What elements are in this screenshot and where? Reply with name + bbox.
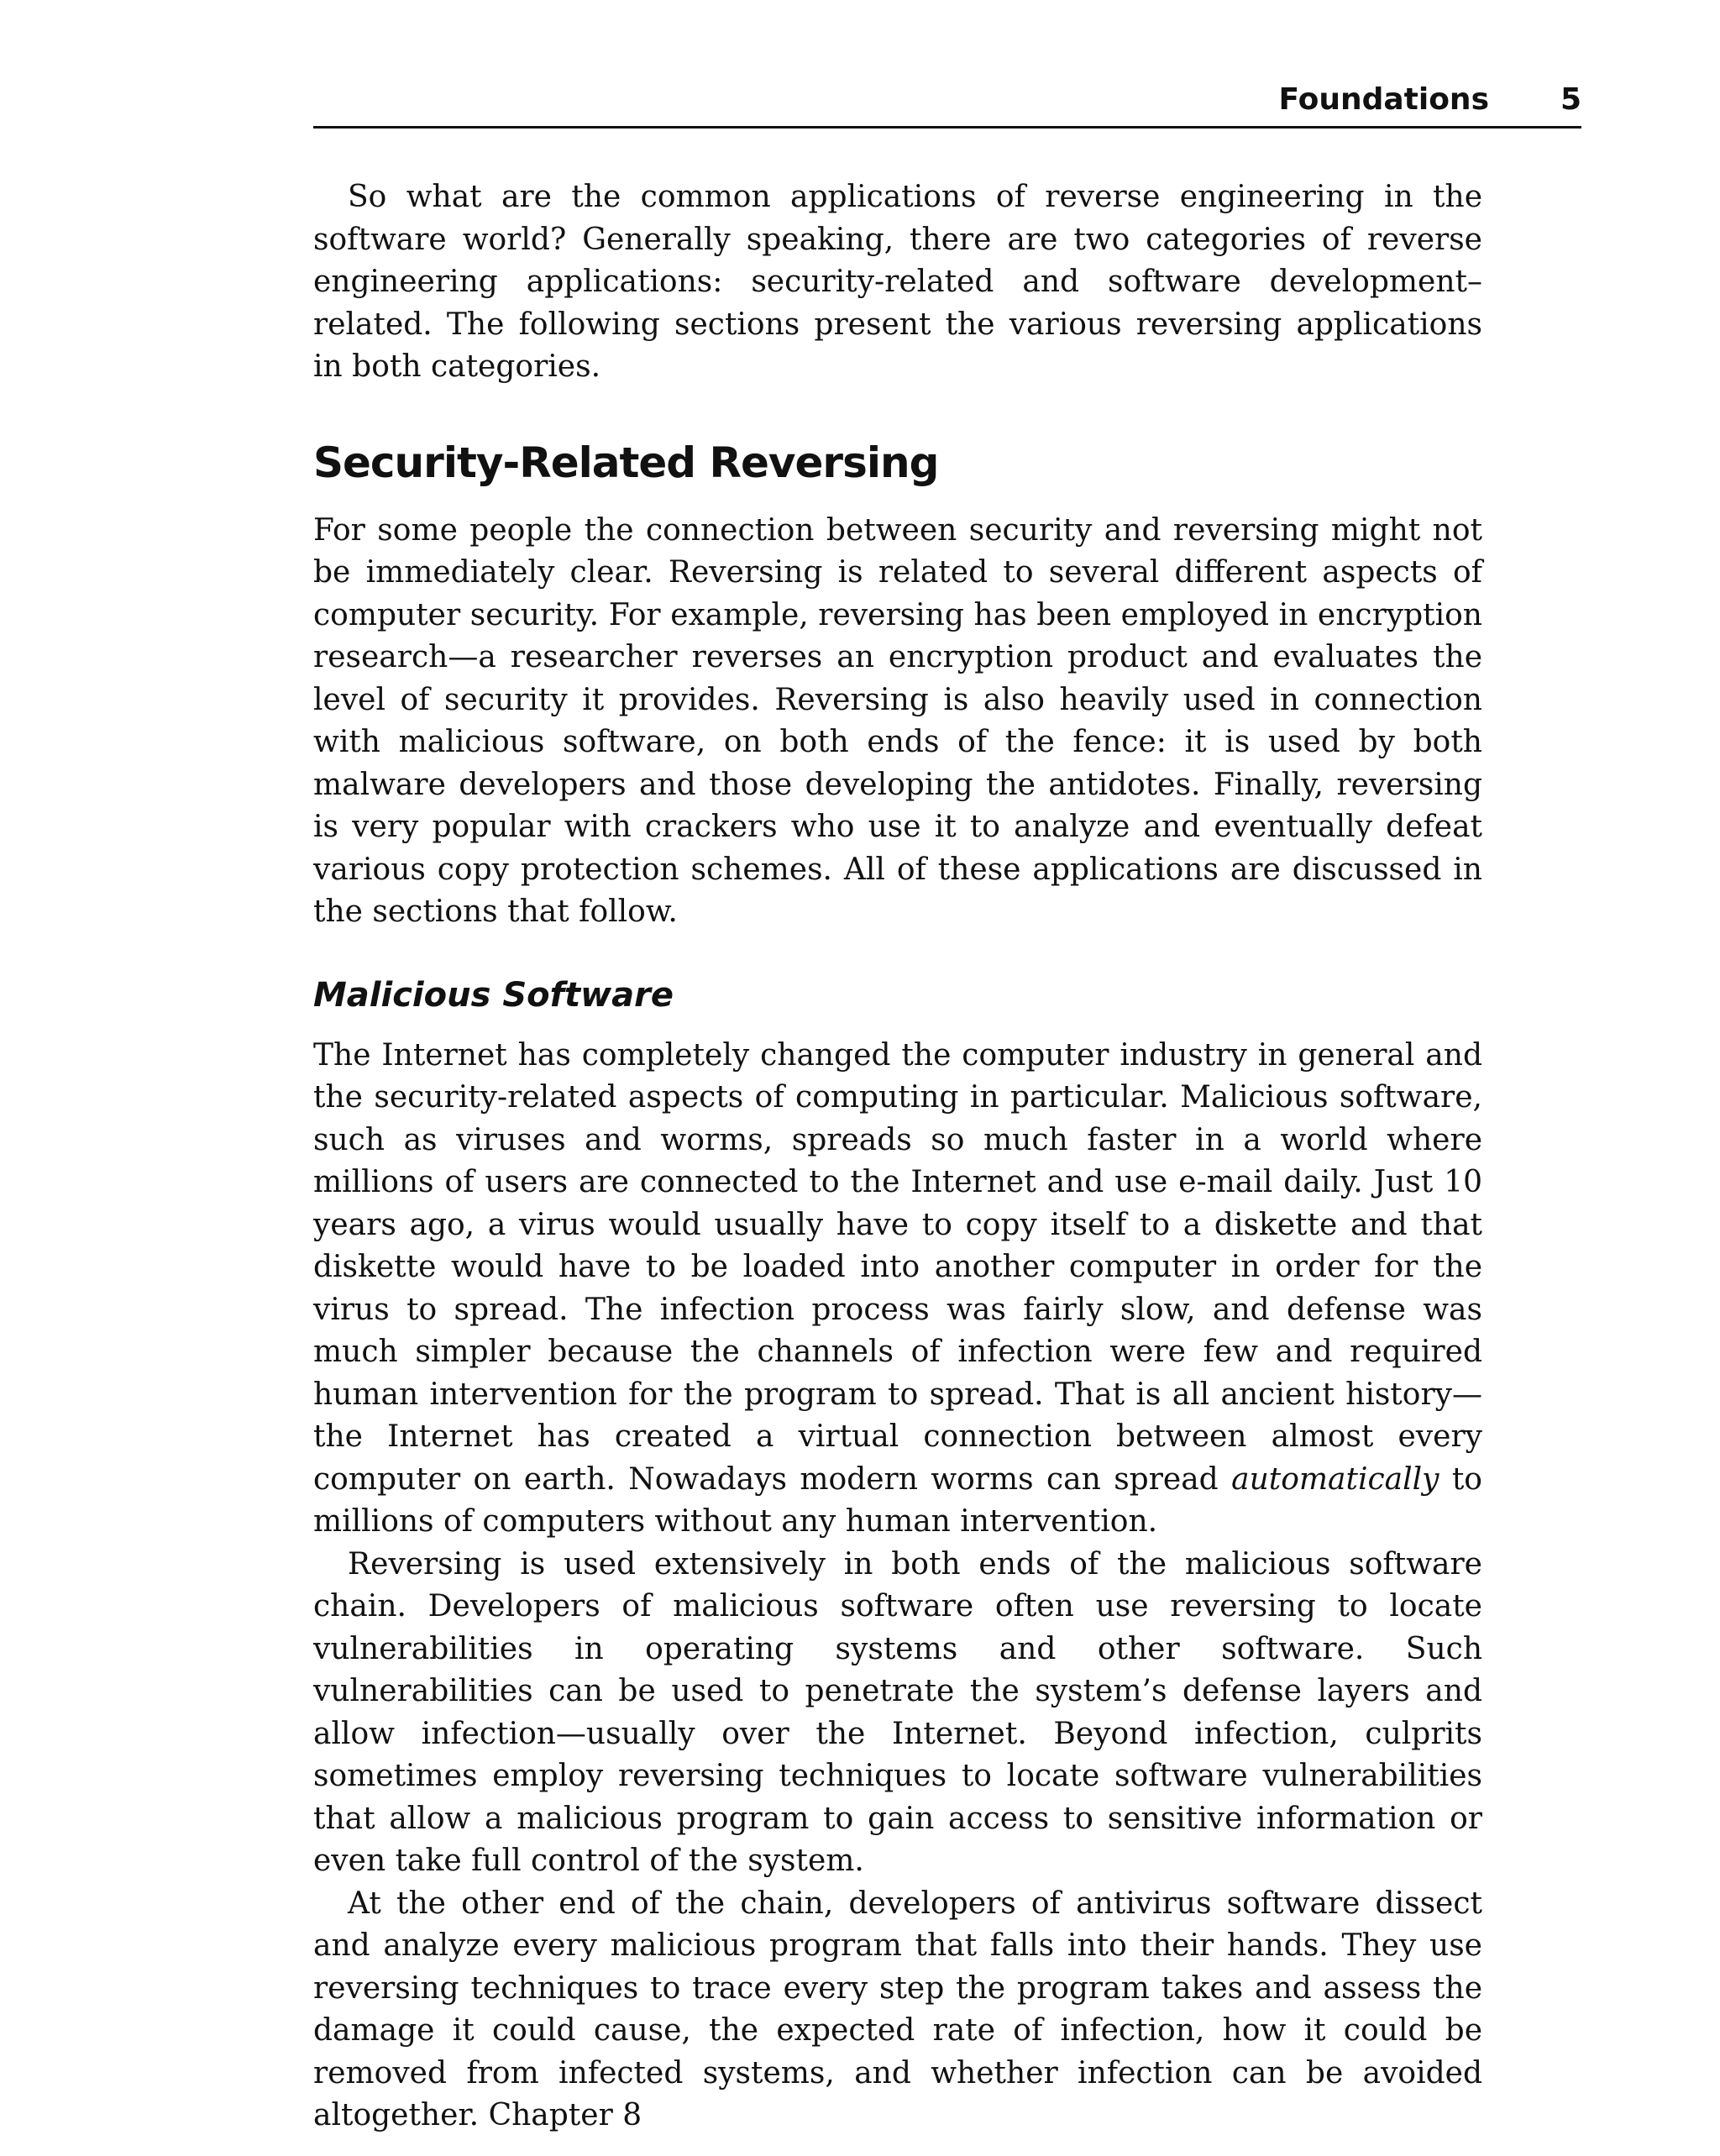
running-header-section-title: Foundations xyxy=(1278,82,1489,117)
malicious-paragraph-3: At the other end of the chain, developers of antivirus software dissect and analyze every malicious program that falls into their hands. They use reversing techniques to trace every step the program takes and assess the damage it could cause, the expected rate of infection, how it could be removed from infected systems, and whether infection can be avoided altogether. Chapter 8 xyxy=(313,1886,1482,2132)
section-heading-security-related-reversing: Security-Related Reversing xyxy=(313,438,939,487)
emphasis-automatically: automatically xyxy=(1231,1461,1439,1497)
malicious-paragraph-2: Reversing is used extensively in both ends of the malicious software chain. Developers of malicious software often use reversing to locate vulnerabilities in operating systems and other software. Such vulnerabilities can be used to penetrate the system’s defense layers and allow infection—usually over the Internet. Beyond infection, culprits sometimes employ reversing techniques to locate software vulnerabilities that allow a malicious program to gain access to sensitive information or even take full control of the system. xyxy=(313,1546,1482,1878)
malicious-paragraph-1-text-before: The Internet has completely changed the computer industry in general and the security-related aspects of computing in particular. Malicious software, such as viruses and worms, spreads so much faster in a world where millions of users are connected to the Internet and use e-mail daily. Just 10 years ago, a virus would usually have to copy itself to a diskette and that diskette would have to be loaded into another computer in order for the virus to spread. The infection process was fairly slow, and defense was much simpler because the channels of infection were few and required human intervention for the program to spread. That is all ancient history—the Internet has created a virtual connection between almost every computer on earth. Nowadays modern worms can spread xyxy=(313,1037,1482,1497)
intro-paragraph: So what are the common applications of reverse engineering in the software world? Generally speaking, there are two categories of reverse engineering applications: security-related and software development–related. The following sections present the various reversing applications in both categories. xyxy=(313,180,1482,384)
page-body xyxy=(313,176,1482,2138)
security-paragraph: For some people the connection between security and reversing might not be immediately clear. Reversing is related to several different aspects of computer security. For example, reversing has been employed in encryption research—a researcher reverses an encryption product and evaluates the level of security it provides. Reversing is also heavily used in connection with malicious software, on both ends of the fence: it is used by both malware developers and those developing the antidotes. Finally, reversing is very popular with crackers who use it to analyze and eventually defeat various copy protection schemes. All of these applications are discussed in the sections that follow. xyxy=(313,512,1482,929)
running-header xyxy=(313,81,1581,129)
malicious-paragraph-1 xyxy=(313,1035,1482,1544)
malicious-paragraph-1-text-after: to millions of computers without any human intervention. xyxy=(313,1461,1482,1539)
subsection-heading-malicious-software: Malicious Software xyxy=(313,975,674,1015)
page-number: 5 xyxy=(1560,82,1581,117)
